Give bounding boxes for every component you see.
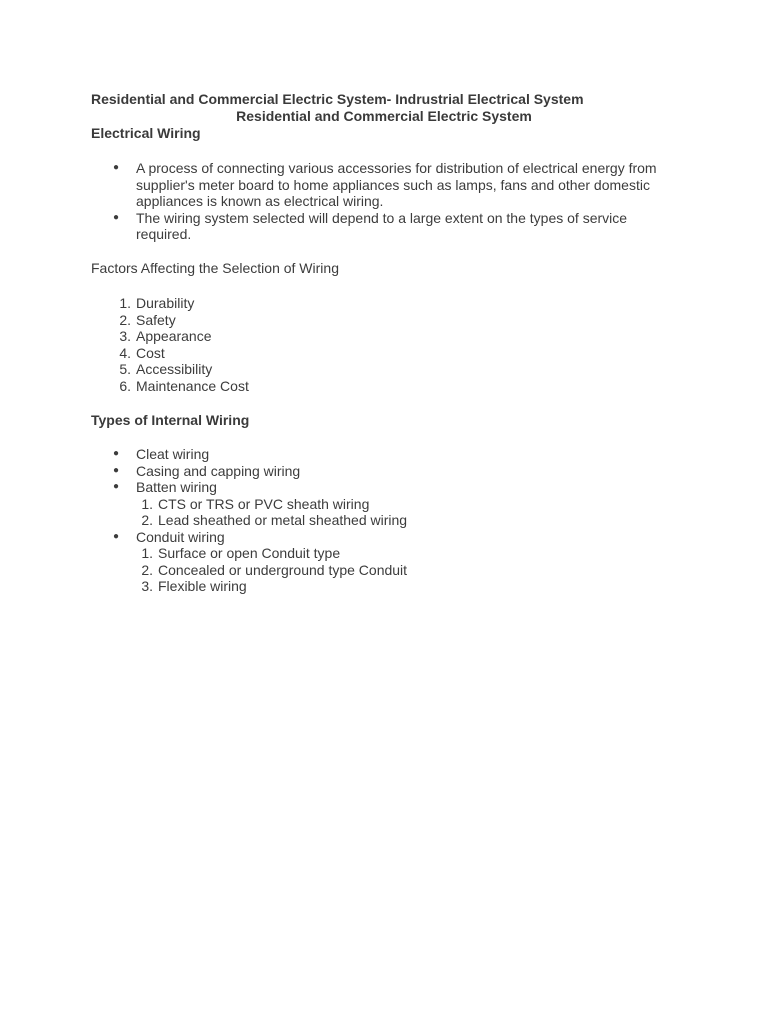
list-item-text: Accessibility — [136, 361, 213, 377]
list-item — [91, 446, 591, 463]
heading-factors: Factors Affecting the Selection of Wiring — [91, 260, 339, 276]
list-item — [91, 295, 591, 312]
list-item — [91, 545, 591, 562]
list-item-text: Flexible wiring — [158, 578, 247, 594]
list-item — [91, 328, 591, 345]
list-item-text: CTS or TRS or PVC sheath wiring — [158, 495, 370, 512]
list-number: 1. — [119, 295, 131, 311]
list-item-text: Maintenance Cost — [136, 377, 249, 394]
bullet-marker: ● — [113, 481, 120, 492]
list-item — [91, 512, 591, 529]
list-item — [91, 562, 591, 579]
list-number: 2. — [141, 561, 153, 578]
list-number: 5. — [119, 361, 131, 377]
list-item-text: Lead sheathed or metal sheathed wiring — [158, 512, 408, 528]
heading-electrical-wiring: Electrical Wiring — [91, 125, 201, 141]
list-item — [91, 312, 591, 329]
bullet-marker: ● — [113, 448, 120, 459]
list-item — [91, 463, 591, 480]
types-list — [91, 446, 591, 496]
list-item — [91, 529, 591, 546]
bullet-marker: ● — [113, 162, 120, 173]
list-item-text: Surface or open Conduit type — [158, 545, 341, 561]
factors-list — [91, 295, 591, 394]
list-number: 1. — [141, 545, 153, 561]
list-item-text: Cost — [136, 344, 165, 361]
bullet-marker: ● — [113, 211, 120, 223]
document-title: Residential and Commercial Electric System- Indrustrial Electrical System — [91, 91, 584, 107]
document-subtitle: Residential and Commercial Electric System — [236, 108, 532, 124]
list-item — [91, 210, 671, 243]
heading-types-of-internal-wiring: Types of Internal Wiring — [91, 412, 250, 428]
list-item-text: Safety — [136, 311, 176, 328]
list-item-text: A process of connecting various accessories for distribution of electrical energy from supplier's meter board to home appliances such as lamps, fans and other domestic appliances is known as electrical wiring. — [136, 160, 657, 209]
list-number: 2. — [141, 512, 153, 528]
list-item — [91, 496, 591, 513]
conduit-sub-list — [91, 545, 591, 595]
list-item — [91, 479, 591, 496]
list-item-text: Durability — [136, 295, 195, 311]
list-item-text: Concealed or underground type Conduit — [158, 561, 408, 578]
bullet-marker: ● — [113, 464, 120, 476]
wiring-bullet-list — [91, 160, 671, 243]
list-item — [91, 160, 671, 210]
bullet-marker: ● — [113, 530, 120, 542]
list-item — [91, 345, 591, 362]
list-item-text: Conduit wiring — [136, 528, 225, 545]
list-item — [91, 378, 591, 395]
list-number: 3. — [141, 578, 153, 594]
list-item-text: Appearance — [136, 328, 212, 344]
list-number: 3. — [119, 328, 131, 344]
list-item — [91, 578, 591, 595]
list-item-text: Casing and capping wiring — [136, 462, 301, 479]
list-number: 1. — [141, 495, 153, 512]
list-item-text: Batten wiring — [136, 479, 217, 495]
conduit-list — [91, 529, 591, 546]
list-number: 2. — [119, 311, 131, 328]
batten-sub-list — [91, 496, 591, 529]
list-item-text: The wiring system selected will depend to a large extent on the types of service required. — [136, 209, 628, 242]
list-item-text: Cleat wiring — [136, 446, 210, 462]
list-number: 6. — [119, 377, 131, 394]
list-number: 4. — [119, 344, 131, 361]
list-item — [91, 361, 591, 378]
